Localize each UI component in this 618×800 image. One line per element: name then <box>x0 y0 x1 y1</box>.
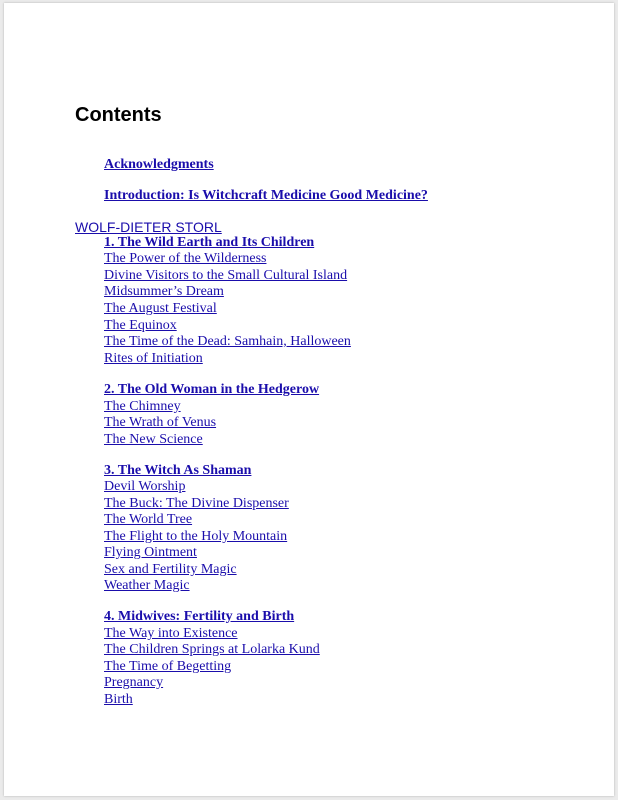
toc-chapter-2[interactable]: 2. The Old Woman in the Hedgerow <box>104 382 320 397</box>
toc-section[interactable]: The Way into Existence <box>104 626 238 641</box>
toc-section[interactable]: Pregnancy <box>104 675 164 690</box>
toc-section[interactable]: Devil Worship <box>104 479 186 494</box>
toc-section[interactable]: Weather Magic <box>104 578 190 593</box>
toc-section[interactable]: The Time of the Dead: Samhain, Halloween <box>104 334 351 349</box>
toc-section[interactable]: The New Science <box>104 432 203 447</box>
toc-section[interactable]: Sex and Fertility Magic <box>104 562 237 577</box>
document-page <box>4 3 614 796</box>
toc-section[interactable]: The World Tree <box>104 512 193 527</box>
toc-section[interactable]: The Chimney <box>104 399 181 414</box>
toc-link-author[interactable]: WOLF-DIETER STORL <box>75 219 222 235</box>
toc-section[interactable]: The Wrath of Venus <box>104 415 217 430</box>
toc-section[interactable]: The Equinox <box>104 318 177 333</box>
toc-section[interactable]: The August Festival <box>104 301 217 316</box>
toc-chapter-1[interactable]: 1. The Wild Earth and Its Children <box>104 235 315 250</box>
toc-chapter-3[interactable]: 3. The Witch As Shaman <box>104 463 252 478</box>
toc-section[interactable]: Midsummer’s Dream <box>104 284 224 299</box>
page-title: Contents <box>75 104 162 126</box>
toc-chapter-4[interactable]: 4. Midwives: Fertility and Birth <box>104 609 295 624</box>
toc-section[interactable]: The Buck: The Divine Dispenser <box>104 496 289 511</box>
toc-section[interactable]: Divine Visitors to the Small Cultural Island <box>104 268 348 283</box>
toc-section[interactable]: Birth <box>104 692 133 707</box>
toc-section[interactable]: The Power of the Wilderness <box>104 251 267 266</box>
toc-section[interactable]: Rites of Initiation <box>104 351 203 366</box>
toc-section[interactable]: The Children Springs at Lolarka Kund <box>104 642 320 657</box>
toc-section[interactable]: Flying Ointment <box>104 545 197 560</box>
toc-section[interactable]: The Time of Begetting <box>104 659 232 674</box>
toc-link-introduction[interactable]: Introduction: Is Witchcraft Medicine Good Medicine? <box>104 188 428 203</box>
toc-section[interactable]: The Flight to the Holy Mountain <box>104 529 288 544</box>
toc-link-acknowledgments[interactable]: Acknowledgments <box>104 157 214 172</box>
